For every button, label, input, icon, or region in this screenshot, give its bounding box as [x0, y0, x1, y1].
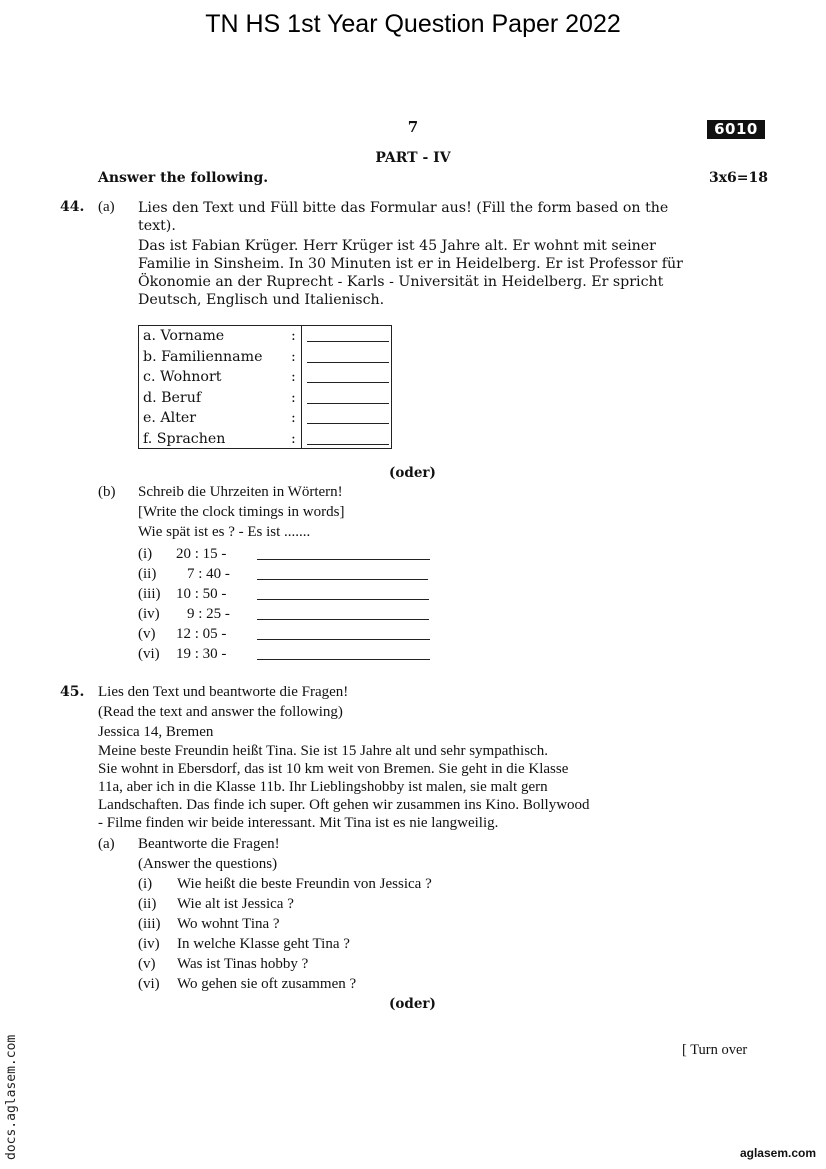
- q45-question: Was ist Tinas hobby ?: [177, 956, 309, 972]
- q44-b-prompt: Wie spät ist es ? - Es ist .......: [138, 524, 311, 540]
- q45-question: Wie alt ist Jessica ?: [177, 896, 294, 912]
- clock-item: (i) 20 : 15 -: [138, 544, 438, 564]
- clock-item: (ii) 7 : 40 -: [138, 564, 438, 584]
- q44-passage-line: Das ist Fabian Krüger. Herr Krüger ist 45 Jahre alt. Er wohnt mit seiner: [138, 238, 656, 254]
- q45-task: Lies den Text und beantworte die Fragen!: [98, 684, 349, 700]
- q45-a-label: (a): [98, 836, 115, 852]
- form-label: e. Alter: [143, 410, 197, 426]
- q44-a-label: (a): [98, 199, 115, 215]
- form-label: c. Wohnort: [143, 369, 222, 385]
- q45-passage-line: Meine beste Freundin heißt Tina. Sie ist 15 Jahre alt und sehr sympathisch.: [98, 743, 548, 759]
- answer-line: [257, 579, 428, 580]
- clock-time: 9 : 25 -: [187, 606, 230, 622]
- clock-item: (iii) 10 : 50 -: [138, 584, 438, 604]
- paper-code-badge: 6010: [707, 120, 765, 139]
- form-blank: [307, 423, 389, 424]
- form-row-familienname: b. Familienname :: [143, 347, 389, 367]
- q44-passage-line: Ökonomie an der Ruprecht - Karls - Universität in Heidelberg. Er spricht: [138, 274, 664, 290]
- q45-task-en: (Read the text and answer the following): [98, 704, 343, 720]
- q45-question: Wo gehen sie oft zusammen ?: [177, 976, 357, 992]
- q45-passage-line: Landschaften. Das finde ich super. Oft gehen wir zusammen ins Kino. Bollywood: [98, 797, 590, 813]
- oder-separator: (oder): [389, 465, 436, 481]
- form-blank: [307, 362, 389, 363]
- q45-passage-line: - Filme finden wir beide interessant. Mit Tina ist es nie langweilig.: [98, 815, 499, 831]
- answer-line: [257, 599, 429, 600]
- document-title: TN HS 1st Year Question Paper 2022: [205, 10, 621, 38]
- answer-line: [257, 639, 430, 640]
- answer-line: [257, 559, 430, 560]
- clock-time: 10 : 50 -: [176, 586, 227, 602]
- q45-a-task-en: (Answer the questions): [138, 856, 278, 872]
- part-marks: 3x6=18: [708, 170, 768, 186]
- page-number: 7: [407, 118, 419, 136]
- q45-sender: Jessica 14, Bremen: [98, 724, 214, 740]
- q44-passage-line: Deutsch, Englisch und Italienisch.: [138, 292, 385, 308]
- form-label: a. Vorname: [143, 328, 225, 344]
- form-row-vorname: a. Vorname :: [143, 326, 389, 346]
- clock-time: 20 : 15 -: [176, 546, 227, 562]
- form-label: f. Sprachen: [143, 430, 226, 447]
- form-blank: [307, 382, 389, 383]
- q45-question: In welche Klasse geht Tina ?: [177, 936, 350, 952]
- q45-a-task: Beantworte die Fragen!: [138, 836, 280, 852]
- question-number-45: 45.: [60, 684, 85, 700]
- q45-question: Wo wohnt Tina ?: [177, 916, 280, 932]
- form-label: b. Familienname: [143, 348, 263, 365]
- q45-question: Wie heißt die beste Freundin von Jessica ?: [177, 876, 432, 892]
- turn-over-note: [ Turn over: [682, 1042, 748, 1058]
- form-row-beruf: d. Beruf :: [143, 388, 389, 408]
- part-title: PART - IV: [375, 150, 451, 166]
- q44-b-task-en: [Write the clock timings in words]: [138, 504, 345, 520]
- part-instruction: Answer the following.: [98, 170, 269, 186]
- form-row-wohnort: c. Wohnort :: [143, 367, 389, 387]
- answer-line: [257, 619, 429, 620]
- question-number-44: 44.: [60, 199, 85, 215]
- q44-b-task: Schreib die Uhrzeiten in Wörtern!: [138, 484, 343, 500]
- fill-form-table: [138, 325, 392, 449]
- q44-b-label: (b): [98, 484, 116, 500]
- q44-a-task-line2: text).: [138, 218, 176, 234]
- form-label: d. Beruf: [143, 389, 202, 406]
- clock-time: 12 : 05 -: [176, 626, 227, 642]
- site-footer: aglasem.com: [739, 1146, 816, 1160]
- clock-item: (v) 12 : 05 -: [138, 624, 438, 644]
- clock-time: 7 : 40 -: [187, 566, 230, 582]
- q44-passage-line: Familie in Sinsheim. In 30 Minuten ist er in Heidelberg. Er ist Professor für: [138, 256, 683, 272]
- form-row-alter: e. Alter :: [143, 408, 389, 428]
- form-blank: [307, 341, 389, 342]
- q45-passage-line: Sie wohnt in Ebersdorf, das ist 10 km weit von Bremen. Sie geht in die Klasse: [98, 761, 569, 777]
- answer-line: [257, 659, 430, 660]
- form-blank: [307, 444, 389, 445]
- q44-a-task-line1: Lies den Text und Füll bitte das Formular aus! (Fill the form based on the: [138, 200, 669, 216]
- clock-item: (iv) 9 : 25 -: [138, 604, 438, 624]
- q45-passage-line: 11a, aber ich in die Klasse 11b. Ihr Lieblingshobby ist malen, sie malt gern: [98, 779, 548, 795]
- clock-item: (vi) 19 : 30 -: [138, 644, 438, 664]
- clock-time: 19 : 30 -: [176, 646, 227, 662]
- form-row-sprachen: f. Sprachen :: [143, 429, 389, 449]
- side-watermark: docs.aglasem.com: [4, 1034, 19, 1160]
- form-blank: [307, 403, 389, 404]
- oder-separator: (oder): [389, 996, 436, 1012]
